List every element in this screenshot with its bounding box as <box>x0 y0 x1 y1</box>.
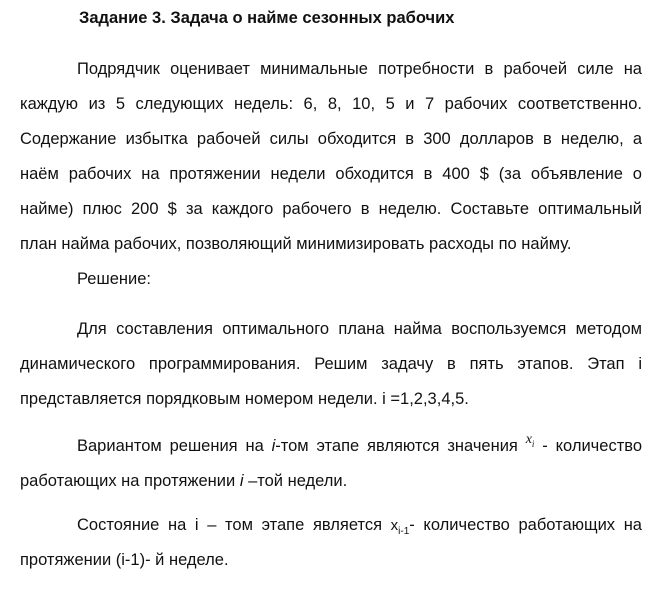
method-paragraph <box>20 312 642 417</box>
problem-line: найме) плюс 200 $ за каждого рабочего в неделю. Составьте оптимальный <box>20 200 642 218</box>
problem-line: план найма рабочих, позволяющий минимизировать расходы по найму. <box>20 235 572 253</box>
problem-line: наём рабочих на протяжении недели обходится в 400 $ (за объявление о <box>20 165 642 183</box>
solution-label: Решение: <box>77 270 151 288</box>
problem-paragraph <box>20 52 642 262</box>
method-line: динамического программирования. Решим задачу в пять этапов. Этап i <box>20 355 642 373</box>
variant-text: -том этапе являются значения <box>275 437 518 455</box>
variant-paragraph <box>20 429 642 499</box>
method-line: представляется порядковым номером недели. i =1,2,3,4,5. <box>20 390 469 408</box>
x-prev-formula <box>390 517 410 537</box>
problem-line: Подрядчик оценивает минимальные потребности в рабочей силе на <box>77 60 642 78</box>
variant-line <box>20 464 642 499</box>
variant-text: –той недели. <box>243 472 348 490</box>
state-text: - количество работающих на <box>409 516 642 534</box>
variant-text: работающих на протяжении <box>20 472 240 490</box>
variant-text: Вариантом решения на <box>77 437 272 455</box>
problem-line: каждую из 5 следующих недель: 6, 8, 10, 5 и 7 рабочих соответственно. <box>20 95 642 113</box>
problem-line: Содержание избытка рабочей силы обходится в 300 долларов в неделю, а <box>20 130 642 148</box>
state-line <box>20 508 642 543</box>
variant-line <box>20 429 642 464</box>
x-symbol: x <box>525 432 532 447</box>
state-paragraph <box>20 508 642 578</box>
state-text: Состояние на i – том этапе является <box>77 516 391 534</box>
variant-text: - количество <box>534 437 643 455</box>
x-i-formula <box>526 432 535 447</box>
x-subscript: i-1 <box>398 526 410 537</box>
x-subscript: i <box>531 438 535 449</box>
method-line: Для составления оптимального плана найма воспользуемся методом <box>77 320 642 338</box>
state-line: протяжении (i-1)- й неделе. <box>20 551 229 569</box>
task-title: Задание 3. Задача о найме сезонных рабочих <box>79 9 455 27</box>
x-symbol: x <box>390 517 399 534</box>
variant-index: i <box>239 472 244 490</box>
variant-index: i <box>271 437 276 455</box>
